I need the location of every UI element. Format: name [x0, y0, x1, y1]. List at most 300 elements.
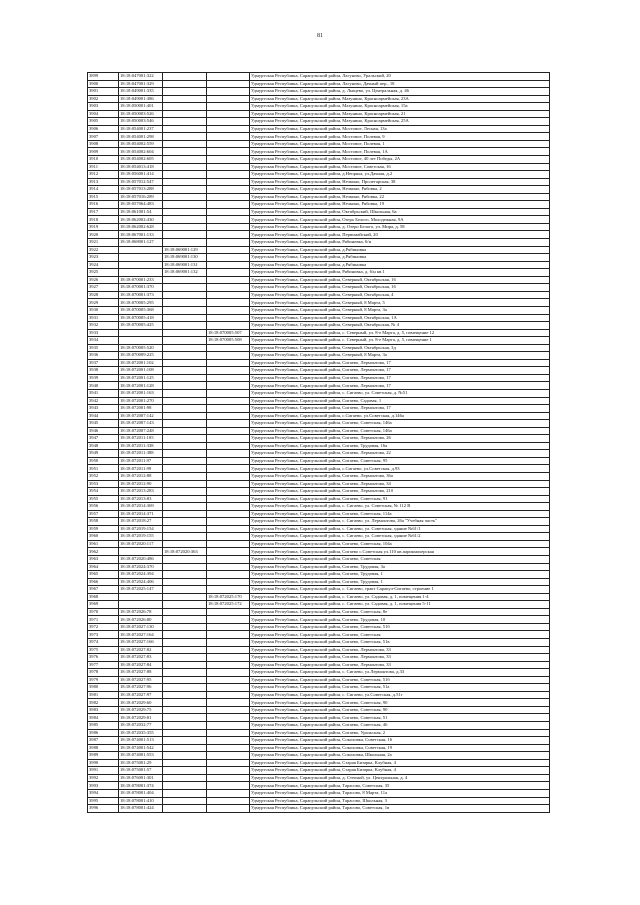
land-cadastral-cell: 18:18:072024:394 — [119, 571, 163, 579]
land-cadastral-cell: 18:18:072020:486 — [119, 556, 163, 564]
table-row — [88, 88, 550, 96]
row-number-cell: 3954 — [88, 488, 119, 496]
address-cell: Удмуртская Республика, Сарапульский район, Мостовое, Советская, 16 — [250, 163, 550, 171]
land-cadastral-cell: 18:18:072019:155 — [119, 533, 163, 541]
building-cadastral-cell — [163, 118, 207, 126]
table-row — [88, 201, 550, 209]
table-row — [88, 412, 550, 420]
room-cadastral-cell — [207, 359, 250, 367]
address-cell: Удмуртская Республика, Сарапульский район, Тарасово, Советская, 1в — [250, 805, 550, 813]
building-cadastral-cell — [163, 314, 207, 322]
table-row — [88, 518, 550, 526]
table-row — [88, 367, 550, 375]
table-row — [88, 759, 550, 767]
land-cadastral-cell: 18:18:074001:553 — [119, 752, 163, 760]
building-cadastral-cell — [163, 457, 207, 465]
land-cadastral-cell — [119, 246, 163, 254]
address-cell: Удмуртская Республика, Сарапульский район, Мостовое, 40 лет Победы, 2А — [250, 156, 550, 164]
land-cadastral-cell: 18:18:072001:125 — [119, 374, 163, 382]
table-row — [88, 676, 550, 684]
row-number-cell: 3903 — [88, 103, 119, 111]
table-row — [88, 261, 550, 269]
row-number-cell: 3914 — [88, 186, 119, 194]
building-cadastral-cell — [163, 737, 207, 745]
room-cadastral-cell — [207, 118, 250, 126]
address-cell: Удмуртская Республика, Сарапульский район, Сигаево, Советская, 90 — [250, 706, 550, 714]
building-cadastral-cell: 18:18:069001:130 — [163, 254, 207, 262]
address-cell: Удмуртская Республика, Сарапульский район, Рябиновка, 6/н — [250, 239, 550, 247]
table-row — [88, 737, 550, 745]
row-number-cell: 3958 — [88, 518, 119, 526]
table-row — [88, 103, 550, 111]
room-cadastral-cell — [207, 465, 250, 473]
building-cadastral-cell — [163, 133, 207, 141]
table-row — [88, 601, 550, 609]
building-cadastral-cell — [163, 352, 207, 360]
row-number-cell: 3992 — [88, 774, 119, 782]
building-cadastral-cell: 18:18:069001:129 — [163, 246, 207, 254]
room-cadastral-cell — [207, 163, 250, 171]
table-row — [88, 503, 550, 511]
room-cadastral-cell — [207, 616, 250, 624]
room-cadastral-cell — [207, 73, 250, 81]
address-cell: Удмуртская Республика, Сарапульский район, Сигаево, Советская, 146а — [250, 427, 550, 435]
row-number-cell: 3947 — [88, 435, 119, 443]
room-cadastral-cell — [207, 344, 250, 352]
address-cell: Удмуртская Республика, Сарапульский район, д. Степной, ул. Центральная, д. 4 — [250, 774, 550, 782]
row-number-cell: 3926 — [88, 276, 119, 284]
address-cell: Удмуртская Республика, Сарапульский район, Северный, Октябрьская, 16 — [250, 284, 550, 292]
address-cell: Удмуртская Республика, Сарапульский район, Сигаево, Советская — [250, 631, 550, 639]
land-cadastral-cell: 18:18:072001:102 — [119, 359, 163, 367]
room-cadastral-cell — [207, 706, 250, 714]
room-cadastral-cell — [207, 178, 250, 186]
address-cell: Удмуртская Республика, Сарапульский район, Сигаево, Трудовая, 10 — [250, 616, 550, 624]
building-cadastral-cell — [163, 171, 207, 179]
address-cell: Удмуртская Республика, Сарапульский район, Сигаево, Трудовая, 3а — [250, 563, 550, 571]
table-row — [88, 420, 550, 428]
building-cadastral-cell — [163, 405, 207, 413]
land-cadastral-cell: 18:18:072029:81 — [119, 714, 163, 722]
building-cadastral-cell — [163, 510, 207, 518]
room-cadastral-cell — [207, 322, 250, 330]
building-cadastral-cell — [163, 359, 207, 367]
row-number-cell: 3980 — [88, 684, 119, 692]
table-row — [88, 472, 550, 480]
table-row — [88, 171, 550, 179]
building-cadastral-cell — [163, 80, 207, 88]
land-cadastral-cell: 18:18:072027:95 — [119, 676, 163, 684]
building-cadastral-cell — [163, 616, 207, 624]
address-cell: Удмуртская Республика, Сарапульский район, с. Северный, ул. 8-е Марта, д. 5, помещение 1 — [250, 337, 550, 345]
land-cadastral-cell: 18:18:072026:78 — [119, 608, 163, 616]
row-number-cell: 3975 — [88, 646, 119, 654]
row-number-cell: 3982 — [88, 699, 119, 707]
land-cadastral-cell: 18:18:072027:166 — [119, 639, 163, 647]
address-cell: Удмуртская Республика, Сарапульский район, Первомайский, 20 — [250, 231, 550, 239]
room-cadastral-cell — [207, 352, 250, 360]
land-cadastral-cell: 18:18:049001:386 — [119, 95, 163, 103]
land-cadastral-cell: 18:18:072012:90 — [119, 480, 163, 488]
room-cadastral-cell — [207, 472, 250, 480]
room-cadastral-cell — [207, 291, 250, 299]
row-number-cell: 3957 — [88, 510, 119, 518]
land-cadastral-cell — [119, 254, 163, 262]
land-cadastral-cell: 18:18:054002:604 — [119, 148, 163, 156]
building-cadastral-cell — [163, 646, 207, 654]
building-cadastral-cell: 18:18:069001:131 — [163, 261, 207, 269]
land-cadastral-cell: 18:18:072027:83 — [119, 654, 163, 662]
land-cadastral-cell: 18:18:067001:133 — [119, 231, 163, 239]
row-number-cell: 3930 — [88, 306, 119, 314]
table-row — [88, 571, 550, 579]
room-cadastral-cell — [207, 556, 250, 564]
row-number-cell: 3907 — [88, 133, 119, 141]
table-row — [88, 548, 550, 556]
building-cadastral-cell — [163, 156, 207, 164]
address-cell: Удмуртская Республика, Сарапульский район, Северный, 8 Марта, 3а — [250, 306, 550, 314]
row-number-cell: 3985 — [88, 722, 119, 730]
address-cell: Удмуртская Республика, Сарапульский район, Сигаево, Советская, 90 — [250, 699, 550, 707]
table-row — [88, 208, 550, 216]
land-cadastral-cell: 18:18:072001:108 — [119, 367, 163, 375]
row-number-cell: 3983 — [88, 706, 119, 714]
address-cell: Удмуртская Республика, Сарапульский район, Сигаево, Советская, 51в — [250, 639, 550, 647]
land-cadastral-cell: 18:18:072019:154 — [119, 525, 163, 533]
table-row — [88, 322, 550, 330]
address-cell: Удмуртская Республика, Сарапульский район, Мазунино, Красноармейская, 15а — [250, 103, 550, 111]
table-row — [88, 639, 550, 647]
table-row — [88, 344, 550, 352]
address-cell: Удмуртская Республика, Сарапульский район, Нечкино, Рябовка, 22 — [250, 193, 550, 201]
land-cadastral-cell: 18:18:047001:322 — [119, 73, 163, 81]
building-cadastral-cell — [163, 706, 207, 714]
room-cadastral-cell — [207, 774, 250, 782]
address-cell: Удмуртская Республика, Сарапульский район, Нечкино, Рябовка, 2 — [250, 186, 550, 194]
address-cell: Удмуртская Республика, Сарапульский район, Мостовое, Лесная, 13а — [250, 125, 550, 133]
address-cell: Удмуртская Республика, Сарапульский район, Сигаево с.Советская ул.110 кв.парикмахерская — [250, 548, 550, 556]
land-cadastral-cell: 18:18:062002:628 — [119, 223, 163, 231]
row-number-cell: 3919 — [88, 223, 119, 231]
address-cell: Удмуртская Республика, Сарапульский район, Северный, 8 Марта, 3а — [250, 352, 550, 360]
property-registry-table — [87, 72, 550, 813]
row-number-cell: 3935 — [88, 344, 119, 352]
row-number-cell: 3934 — [88, 337, 119, 345]
address-cell: Удмуртская Республика, Сарапульский район, д. Лыщево, ул. Центральная, д. 46 — [250, 88, 550, 96]
table-row — [88, 223, 550, 231]
table-row — [88, 374, 550, 382]
table-row — [88, 397, 550, 405]
room-cadastral-cell — [207, 216, 250, 224]
row-number-cell: 3976 — [88, 654, 119, 662]
row-number-cell: 3986 — [88, 729, 119, 737]
address-cell: Удмуртская Республика, Сарапульский район, с. Сигаево, ул. Садовая, д. 1, помещения 5-11 — [250, 601, 550, 609]
table-row — [88, 691, 550, 699]
land-cadastral-cell: 18:18:050003:526 — [119, 110, 163, 118]
table-row — [88, 435, 550, 443]
land-cadastral-cell: 18:18:072014:369 — [119, 503, 163, 511]
row-number-cell: 3918 — [88, 216, 119, 224]
land-cadastral-cell: 18:18:070005:368 — [119, 306, 163, 314]
land-cadastral-cell: 18:18:072001:270 — [119, 397, 163, 405]
land-cadastral-cell: 18:18:072026:80 — [119, 616, 163, 624]
room-cadastral-cell — [207, 103, 250, 111]
land-cadastral-cell: 18:18:072007:143 — [119, 420, 163, 428]
room-cadastral-cell — [207, 148, 250, 156]
row-number-cell: 3972 — [88, 623, 119, 631]
room-cadastral-cell — [207, 254, 250, 262]
building-cadastral-cell — [163, 676, 207, 684]
table-row — [88, 556, 550, 564]
room-cadastral-cell: 18:18:070005:508 — [207, 337, 250, 345]
room-cadastral-cell — [207, 88, 250, 96]
table-row — [88, 510, 550, 518]
building-cadastral-cell — [163, 216, 207, 224]
table-row — [88, 216, 550, 224]
room-cadastral-cell — [207, 201, 250, 209]
address-cell: Удмуртская Республика, Сарапульский район, Сигаево, Лермонтова, 21б — [250, 488, 550, 496]
land-cadastral-cell: 18:18:072035:355 — [119, 729, 163, 737]
table-row — [88, 276, 550, 284]
table-row — [88, 118, 550, 126]
land-cadastral-cell: 18:18:072025:147 — [119, 586, 163, 594]
table-row — [88, 239, 550, 247]
room-cadastral-cell — [207, 510, 250, 518]
room-cadastral-cell — [207, 457, 250, 465]
land-cadastral-cell: 18:18:072029:60 — [119, 699, 163, 707]
building-cadastral-cell — [163, 714, 207, 722]
building-cadastral-cell — [163, 631, 207, 639]
address-cell: Удмуртская Республика, Сарапульский район, с. Сигаево, ул. Советская, здание №61/2 — [250, 533, 550, 541]
row-number-cell: 3902 — [88, 95, 119, 103]
land-cadastral-cell: 18:18:076001:301 — [119, 774, 163, 782]
row-number-cell: 3959 — [88, 525, 119, 533]
room-cadastral-cell: 18:18:072025:172 — [207, 601, 250, 609]
address-cell: Удмуртская Республика, Сарапульский район, Сигаево, Лермонтова, 33 — [250, 646, 550, 654]
building-cadastral-cell — [163, 95, 207, 103]
room-cadastral-cell — [207, 186, 250, 194]
table-row — [88, 193, 550, 201]
table-row — [88, 291, 550, 299]
table-row — [88, 389, 550, 397]
row-number-cell: 3933 — [88, 329, 119, 337]
land-cadastral-cell: 18:18:072027:96 — [119, 684, 163, 692]
table-row — [88, 789, 550, 797]
land-cadastral-cell: 18:18:049001:335 — [119, 88, 163, 96]
land-cadastral-cell: 18:18:072001:163 — [119, 389, 163, 397]
building-cadastral-cell — [163, 103, 207, 111]
table-row — [88, 284, 550, 292]
row-number-cell: 3920 — [88, 231, 119, 239]
row-number-cell: 3921 — [88, 239, 119, 247]
room-cadastral-cell — [207, 125, 250, 133]
address-cell: Удмуртская Республика, Сарапульский район, Мостовое, Полевая, 1А — [250, 148, 550, 156]
row-number-cell: 3940 — [88, 382, 119, 390]
table-row — [88, 337, 550, 345]
land-cadastral-cell — [119, 269, 163, 277]
room-cadastral-cell — [207, 420, 250, 428]
room-cadastral-cell — [207, 639, 250, 647]
building-cadastral-cell — [163, 593, 207, 601]
row-number-cell: 3974 — [88, 639, 119, 647]
land-cadastral-cell: 18:18:070001:373 — [119, 291, 163, 299]
row-number-cell: 3994 — [88, 789, 119, 797]
room-cadastral-cell — [207, 156, 250, 164]
building-cadastral-cell — [163, 73, 207, 81]
room-cadastral-cell — [207, 405, 250, 413]
room-cadastral-cell — [207, 314, 250, 322]
land-cadastral-cell: 18:18:072011:388 — [119, 450, 163, 458]
table-row — [88, 231, 550, 239]
row-number-cell: 3900 — [88, 80, 119, 88]
building-cadastral-cell — [163, 367, 207, 375]
row-number-cell: 3970 — [88, 608, 119, 616]
room-cadastral-cell — [207, 193, 250, 201]
building-cadastral-cell — [163, 374, 207, 382]
land-cadastral-cell: 18:18:070005:418 — [119, 314, 163, 322]
row-number-cell: 3944 — [88, 412, 119, 420]
building-cadastral-cell — [163, 797, 207, 805]
building-cadastral-cell — [163, 397, 207, 405]
building-cadastral-cell — [163, 533, 207, 541]
row-number-cell: 3977 — [88, 661, 119, 669]
room-cadastral-cell — [207, 759, 250, 767]
room-cadastral-cell — [207, 805, 250, 813]
building-cadastral-cell — [163, 435, 207, 443]
building-cadastral-cell — [163, 329, 207, 337]
building-cadastral-cell — [163, 729, 207, 737]
building-cadastral-cell — [163, 231, 207, 239]
row-number-cell: 3967 — [88, 586, 119, 594]
building-cadastral-cell — [163, 518, 207, 526]
table-row — [88, 329, 550, 337]
room-cadastral-cell — [207, 503, 250, 511]
table-row — [88, 684, 550, 692]
address-cell: Удмуртская Республика, Сарапульский район, Северный, Октябрьская, 1А — [250, 314, 550, 322]
room-cadastral-cell — [207, 223, 250, 231]
address-cell: Удмуртская Республика, Сарапульский район, Северный, Октябрьская, 4 — [250, 291, 550, 299]
address-cell: Удмуртская Республика, Сарапульский район, Сигаево, Лермонтова, 17 — [250, 367, 550, 375]
room-cadastral-cell — [207, 525, 250, 533]
land-cadastral-cell — [119, 261, 163, 269]
address-cell: Удмуртская Республика, Сарапульский район, с. Сигаево, ул. Советская, д. №51 — [250, 389, 550, 397]
land-cadastral-cell: 18:18:070009:225 — [119, 352, 163, 360]
table-row — [88, 125, 550, 133]
row-number-cell: 3905 — [88, 118, 119, 126]
row-number-cell: 3971 — [88, 616, 119, 624]
room-cadastral-cell — [207, 782, 250, 790]
table-row — [88, 563, 550, 571]
address-cell: Удмуртская Республика, Сарапульский район, Мазунино, Красноармейская, 21 — [250, 110, 550, 118]
room-cadastral-cell — [207, 722, 250, 730]
room-cadastral-cell — [207, 95, 250, 103]
table-row — [88, 178, 550, 186]
land-cadastral-cell: 18:18:072027:164 — [119, 631, 163, 639]
land-cadastral-cell: 18:18:070005:520 — [119, 344, 163, 352]
address-cell: Удмуртская Республика, Сарапульский район, с. Сигаево, тракт Сарапул-Сигаево, строение 1 — [250, 586, 550, 594]
room-cadastral-cell — [207, 676, 250, 684]
address-cell: Удмуртская Республика, Сарапульский район, Старая Бизарка, Клубная, 4 — [250, 759, 550, 767]
table-row — [88, 450, 550, 458]
row-number-cell: 3993 — [88, 782, 119, 790]
address-cell: Удмуртская Республика, Сарапульский район, Сигаево, Советская, 51б — [250, 676, 550, 684]
building-cadastral-cell — [163, 744, 207, 752]
room-cadastral-cell — [207, 367, 250, 375]
row-number-cell: 3912 — [88, 171, 119, 179]
building-cadastral-cell — [163, 654, 207, 662]
table-row — [88, 163, 550, 171]
table-row — [88, 442, 550, 450]
building-cadastral-cell — [163, 774, 207, 782]
land-cadastral-cell: 18:18:072013:83 — [119, 495, 163, 503]
address-cell: Удмуртская Республика, Сарапульский район, Тарасово, 8 Марта, 11а — [250, 789, 550, 797]
building-cadastral-cell — [163, 759, 207, 767]
table-row — [88, 314, 550, 322]
room-cadastral-cell — [207, 714, 250, 722]
land-cadastral-cell — [119, 601, 163, 609]
building-cadastral-cell — [163, 344, 207, 352]
land-cadastral-cell: 18:18:072011:338 — [119, 442, 163, 450]
table-row — [88, 631, 550, 639]
table-row — [88, 405, 550, 413]
table-row — [88, 654, 550, 662]
room-cadastral-cell — [207, 239, 250, 247]
row-number-cell: 3928 — [88, 291, 119, 299]
table-row — [88, 782, 550, 790]
address-cell: Удмуртская Республика, Сарапульский район, Нечкино, Пролетарская, 38 — [250, 178, 550, 186]
building-cadastral-cell: 18:18:069001:132 — [163, 269, 207, 277]
room-cadastral-cell — [207, 382, 250, 390]
land-cadastral-cell: 18:18:072027:97 — [119, 691, 163, 699]
land-cadastral-cell — [119, 548, 163, 556]
land-cadastral-cell — [119, 593, 163, 601]
row-number-cell: 3990 — [88, 759, 119, 767]
room-cadastral-cell — [207, 261, 250, 269]
row-number-cell: 3965 — [88, 571, 119, 579]
page-number: 81 — [317, 33, 323, 39]
building-cadastral-cell — [163, 525, 207, 533]
address-cell: Удмуртская Республика, Сарапульский район, Сигаево, Садовая, 1 — [250, 397, 550, 405]
address-cell: Удмуртская Республика, Сарапульский район, Старая Бизарка, Клубная, 4 — [250, 767, 550, 775]
address-cell: Удмуртская Республика, Сарапульский район, Сигаево, Советская, 8е — [250, 608, 550, 616]
row-number-cell: 3936 — [88, 352, 119, 360]
land-cadastral-cell: 18:18:070005:295 — [119, 299, 163, 307]
table-row — [88, 623, 550, 631]
building-cadastral-cell — [163, 661, 207, 669]
building-cadastral-cell — [163, 722, 207, 730]
room-cadastral-cell — [207, 631, 250, 639]
land-cadastral-cell: 18:18:054001:298 — [119, 133, 163, 141]
building-cadastral-cell — [163, 556, 207, 564]
land-cadastral-cell: 18:18:078001:374 — [119, 782, 163, 790]
land-cadastral-cell: 18:18:072027:82 — [119, 646, 163, 654]
address-cell: Удмуртская Республика, Сарапульский район, Сигаево, Лермонтова, 17 — [250, 382, 550, 390]
address-cell: Удмуртская Республика, Сарапульский район, Тарасово, Школьная, 3 — [250, 797, 550, 805]
room-cadastral-cell — [207, 80, 250, 88]
table-row — [88, 140, 550, 148]
table-row — [88, 480, 550, 488]
address-cell: Удмуртская Республика, Сарапульский район, с. Сигаево, ул. Лермонтова, 26а "Учебная часть" — [250, 518, 550, 526]
room-cadastral-cell — [207, 533, 250, 541]
room-cadastral-cell — [207, 284, 250, 292]
address-cell: Удмуртская Республика, Сарапульский район, д.Рябиновка — [250, 246, 550, 254]
address-cell: Удмуртская Республика, Сарапульский район, Сигаево, Уральская, 2 — [250, 729, 550, 737]
registry-body — [88, 73, 550, 813]
table-row — [88, 465, 550, 473]
address-cell: Удмуртская Республика, Сарапульский район, Сигаево, Советская, 114а — [250, 510, 550, 518]
room-cadastral-cell — [207, 646, 250, 654]
row-number-cell: 3917 — [88, 208, 119, 216]
